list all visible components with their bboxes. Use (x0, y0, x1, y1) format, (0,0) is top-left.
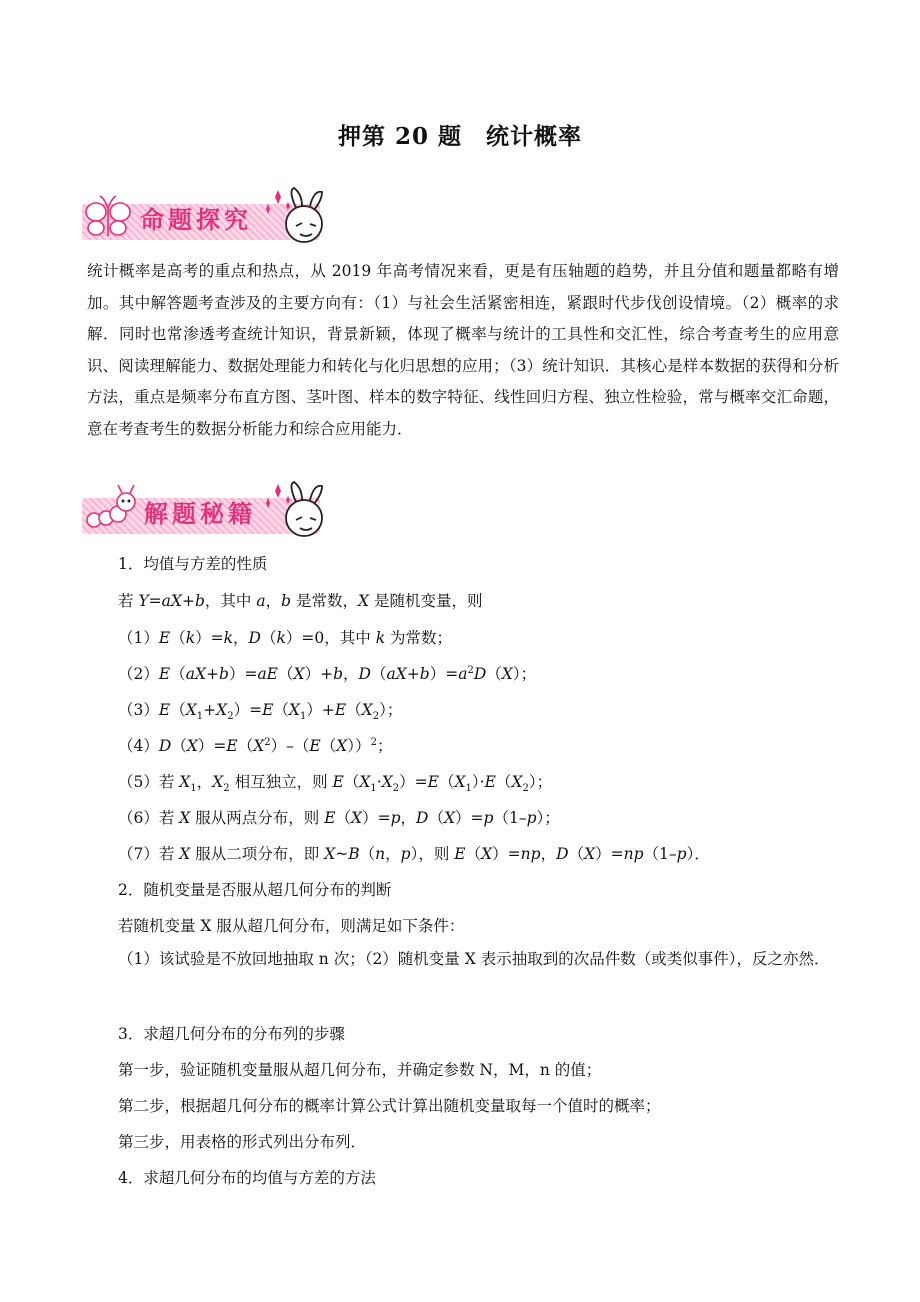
section-2-body: （1）该试验是不放回地抽取 n 次；（2）随机变量 X 表示抽取到的次品件数（或类似事件），反之亦然． (118, 950, 830, 968)
section-3-title: 3．求超几何分布的分布列的步骤 (118, 1025, 345, 1043)
formula-3: $(3)E(X_1+X_2)=E(X_1)+E(X_2)$； (118, 701, 403, 723)
banner-explore (82, 184, 342, 248)
formula-5: （5）若 $X_1$，$X_2$ 相互独立，则 $E(X_1\cdot X_2)=E(X_1)\cdot E(X_2)$； (118, 773, 553, 795)
section-3-step-1: 第一步，验证随机变量服从超几何分布，并确定参数 N，M，n 的值； (118, 1061, 602, 1079)
page-title: 押第 20 题 统计概率 (337, 123, 583, 150)
section-4-title: 4．求超几何分布的均值与方差的方法 (118, 1169, 376, 1187)
section-3-step-2: 第二步，根据超几何分布的概率计算公式计算出随机变量取每一个值时的概率； (118, 1097, 661, 1115)
section-2-intro: 若随机变量 X 服从超几何分布，则满足如下条件： (118, 917, 465, 935)
formula-6: （6）若 X 服从两点分布，则 E（X）=p，D（X）=p（1–p）； (118, 809, 560, 827)
section-1-intro: 若 Y=aX+b，其中 a，b 是常数，X 是随机变量，则 (118, 592, 483, 610)
formula-2: （2）E（aX+b）=aE（X）+b，$D(aX+b)=a^2D(X)$； (118, 664, 537, 683)
formula-4: $(4)D(X)=E(X^2)-(E(X))^2$； (118, 736, 393, 755)
section-3-step-3: 第三步，用表格的形式列出分布列． (118, 1133, 367, 1151)
formula-1: （1）E（k）=k，D（k）=0，其中 k 为常数； (118, 629, 453, 647)
section-1-title: 1．均值与方差的性质 (118, 555, 268, 573)
banner-label: 命题探究 (140, 206, 252, 234)
banner-label: 解题秘籍 (144, 500, 256, 528)
section-2-title: 2．随机变量是否服从超几何分布的判断 (118, 881, 392, 899)
intro-paragraph: 统计概率是高考的重点和热点，从 2019 年高考情况来看，更是有压轴题的趋势，并且分值和题量都略有增加。其中解答题考查涉及的主要方向有：（1）与社会生活紧密相连，紧跟时代步伐创设情境。（2）概率的求解．同时也常渗透考查统计知识，背景新颖，体现了概率与统计的工具性和交汇性，综合考查考生的应用意识、阅读理解能力、数据处理能力和转化与化归思想的应用；（3）统计知识．其核心是样本数据的获得和分析方法，重点是频率分布直方图、茎叶图、样本的数字特征、线性回归方程、独立性检验，常与概率交汇命题，意在考查考生的数据分析能力和综合应用能力． (87, 262, 839, 438)
banner-secrets (82, 478, 342, 542)
formula-7: （7）若 X 服从二项分布，即 X~B（n，p），则 E（X）=np，D（X）=np（1–p）． (118, 845, 710, 863)
